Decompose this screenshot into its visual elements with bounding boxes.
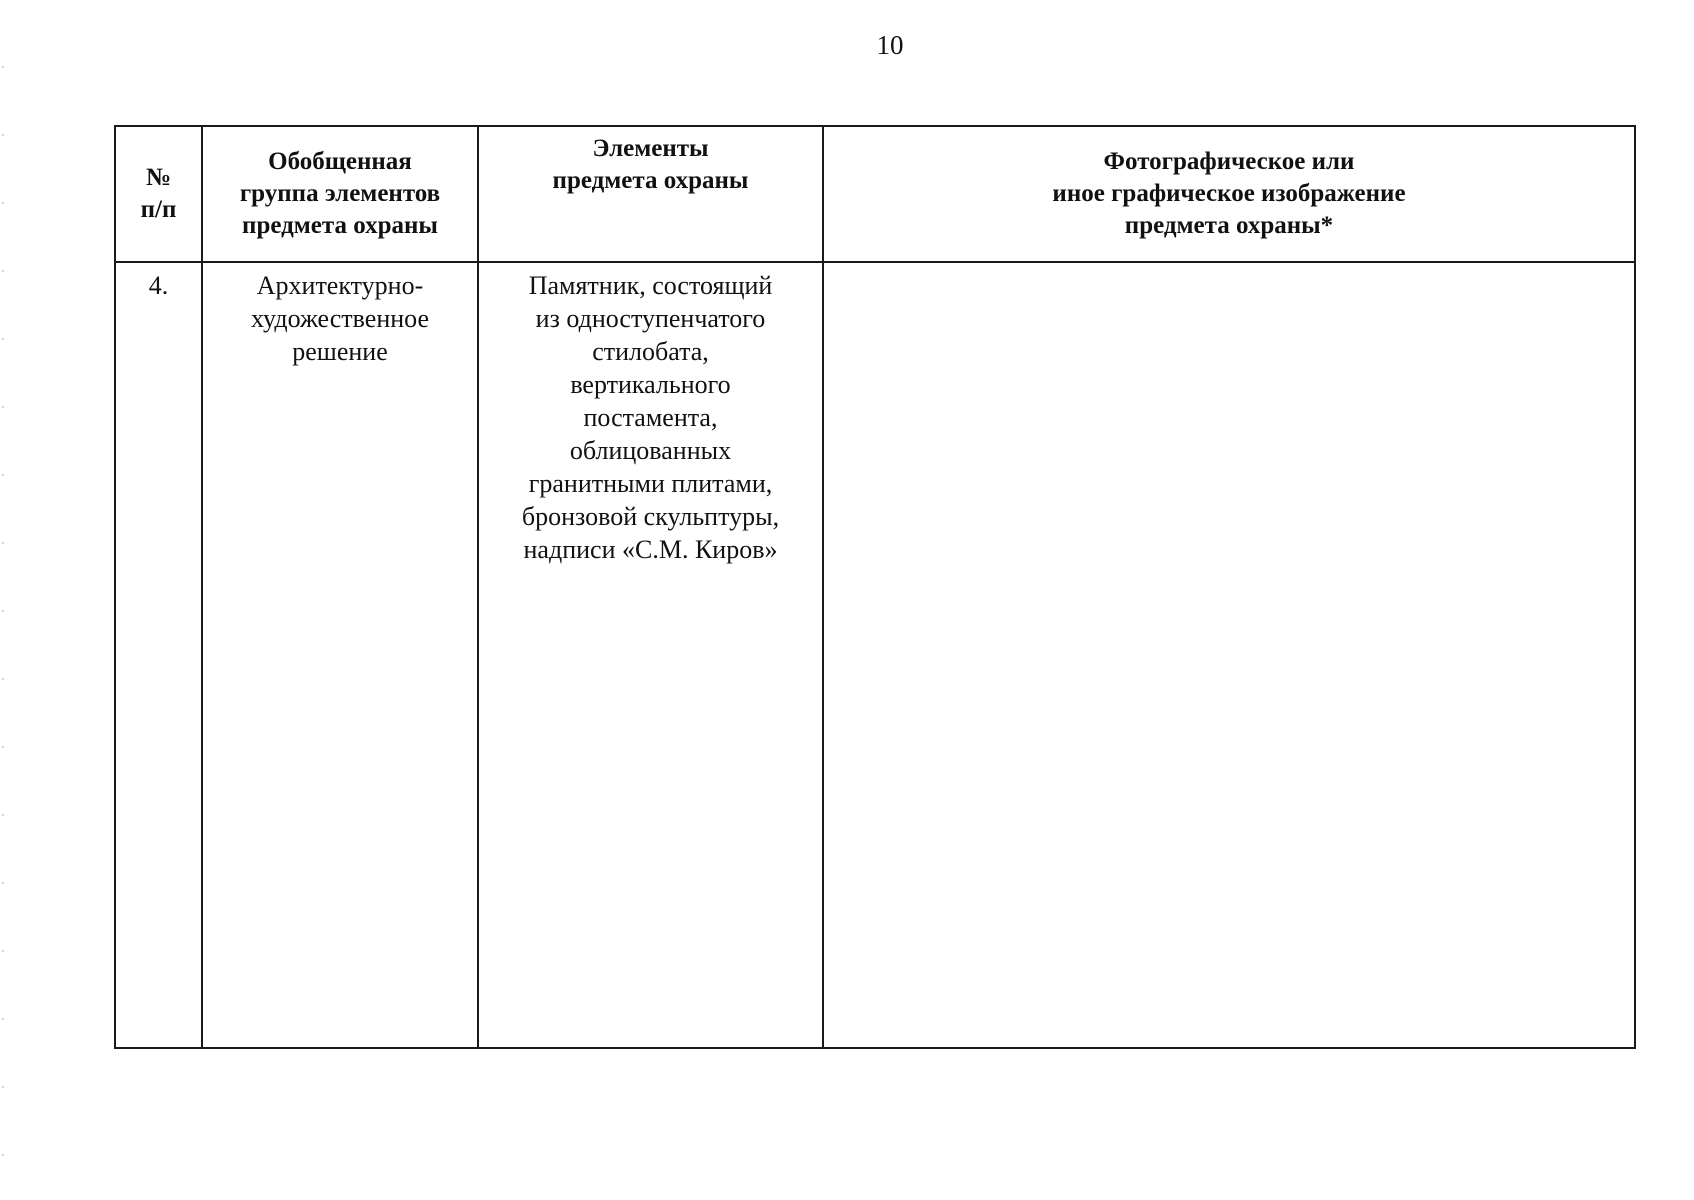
header-elements-line: Элементы xyxy=(592,135,709,162)
cell-elements-line: Памятник, состоящий xyxy=(528,271,773,300)
header-photo-line: Фотографическое или xyxy=(1103,148,1355,175)
protection-subject-table xyxy=(114,125,1636,1049)
header-number-line: № xyxy=(145,164,172,191)
page-number: 10 xyxy=(876,30,904,60)
header-group-line: Обобщенная xyxy=(268,148,412,175)
cell-elements-line: надписи «С.М. Киров» xyxy=(523,535,778,564)
header-elements xyxy=(478,126,823,262)
header-photo-line: предмета охраны* xyxy=(1124,212,1334,239)
table-row xyxy=(115,262,1635,1048)
cell-elements-line: стилобата, xyxy=(592,337,709,366)
header-group xyxy=(202,126,478,262)
header-number-line: п/п xyxy=(140,196,177,223)
cell-number: 4. xyxy=(115,262,202,1048)
cell-elements-line: гранитными плитами, xyxy=(528,469,773,498)
cell-elements-line: бронзовой скульптуры, xyxy=(521,502,780,531)
cell-group-line: Архитектурно- xyxy=(256,271,424,300)
cell-elements-line: из одноступенчатого xyxy=(535,304,766,333)
cell-group-line: решение xyxy=(292,337,388,366)
cell-photo xyxy=(823,262,1635,1048)
cell-group-line: художественное xyxy=(250,304,429,333)
header-elements-line: предмета охраны xyxy=(552,167,749,194)
header-group-line: группа элементов xyxy=(239,180,441,207)
cell-elements-line: постамента, xyxy=(583,403,718,432)
cell-elements xyxy=(478,262,823,1048)
header-group-line: предмета охраны xyxy=(242,212,438,239)
header-photo xyxy=(823,126,1635,262)
header-number xyxy=(115,126,202,262)
scan-margin-marks xyxy=(2,0,4,1200)
cell-elements-line: облицованных xyxy=(569,436,732,465)
header-photo-line: иное графическое изображение xyxy=(1052,180,1406,207)
cell-elements-line: вертикального xyxy=(570,370,731,399)
table-header-row xyxy=(115,126,1635,262)
cell-group xyxy=(202,262,478,1048)
